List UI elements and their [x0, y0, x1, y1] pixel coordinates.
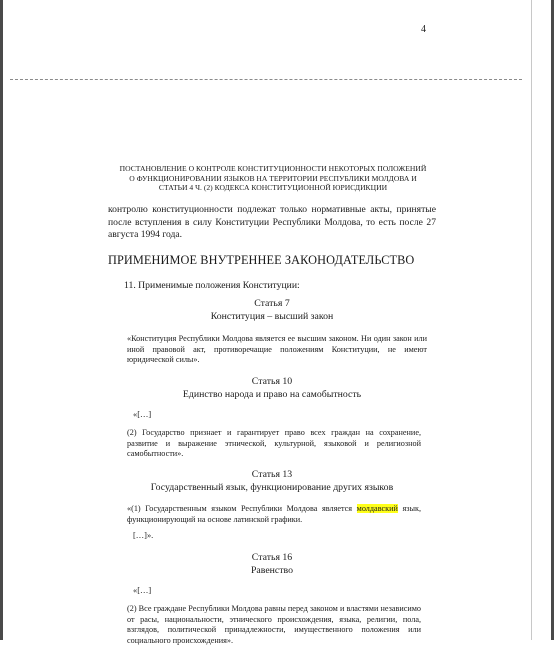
article-13-quote-start: «(1) Государственным языком Республики Молдова является — [127, 504, 357, 513]
running-header — [103, 164, 443, 193]
article-10-open-ellipsis: «[…] — [133, 410, 152, 419]
clause-11: 11. Применимые положения Конституции: — [124, 280, 300, 291]
article-7-number: Статья 7 — [254, 298, 290, 309]
article-13-number: Статья 13 — [251, 469, 293, 480]
article-16-number: Статья 16 — [251, 552, 293, 563]
article-16-title: Равенство — [250, 565, 294, 576]
running-header-line: О ФУНКЦИОНИРОВАНИИ ЯЗЫКОВ НА ТЕРРИТОРИИ РЕСПУБЛИКИ МОЛДОВА И — [129, 173, 417, 183]
article-7-quote: «Конституция Республики Молдова является ее высшим законом. Ни один закон или иной правовой акт, противоречащие положениям Конституции, не имеют юридической силы». — [127, 334, 427, 365]
running-header-line: СТАТЬИ 4 Ч. (2) КОДЕКСА КОНСТИТУЦИОННОЙ ЮРИСДИКЦИИ — [158, 183, 388, 192]
running-header-line: ПОСТАНОВЛЕНИЕ О КОНТРОЛЕ КОНСТИТУЦИОННОСТИ НЕКОТОРЫХ ПОЛОЖЕНИЙ — [119, 164, 427, 173]
previous-page-bottom — [3, 0, 532, 80]
section-heading: ПРИМЕНИМОЕ ВНУТРЕННЕЕ ЗАКОНОДАТЕЛЬСТВО — [108, 253, 415, 267]
article-13-quote — [127, 504, 421, 525]
intro-paragraph: контролю конституционности подлежат только нормативные акты, принятые после вступления в силу Конституции Республики Молдова, то есть после 27 августа 1994 года. — [108, 204, 436, 240]
page-number: 4 — [421, 24, 426, 35]
page-break-line — [10, 79, 522, 80]
article-13-quote-end: язык, функционирующий на основе латинской графики. — [127, 504, 421, 524]
highlighted-word: молдавский — [356, 504, 398, 513]
document-page — [3, 84, 532, 645]
article-10-number: Статья 10 — [251, 376, 293, 387]
article-10-quote: (2) Государство признает и гарантирует право всех граждан на сохранение, развитие и выражение этнической, культурной, языковой и религиозной самобытности». — [127, 428, 421, 459]
article-7-title: Конституция – высший закон — [210, 311, 334, 322]
article-16-open-ellipsis: «[…] — [133, 586, 152, 595]
article-13-title: Государственный язык, функционирование других языков — [150, 482, 394, 493]
article-13-close-ellipsis: […]». — [133, 531, 154, 540]
article-10-title: Единство народа и право на самобытность — [182, 389, 362, 400]
article-16-quote: (2) Все граждане Республики Молдова равны перед законом и властями независимо от расы, национальности, этнического происхождения, языка, религии, пола, взглядов, политической принадлежности, имущественного положения или социального происхождения». — [127, 604, 421, 645]
